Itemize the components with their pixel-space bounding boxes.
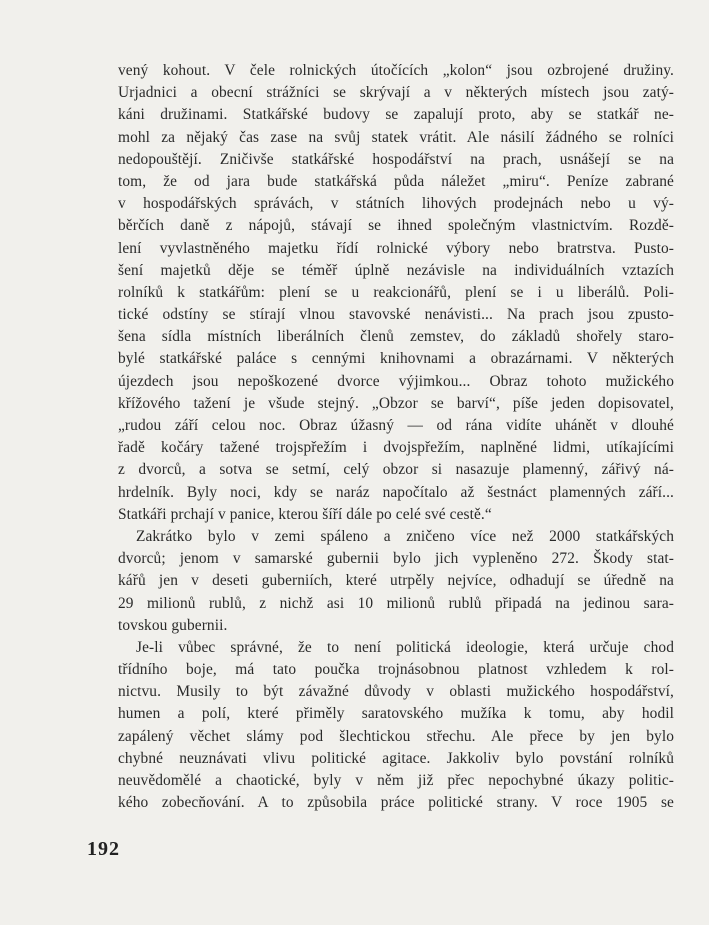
text-line: Urjadnici a obecní strážníci se skrývají a v některých místech jsou zatý- xyxy=(118,84,674,102)
text-line: běrčích daně z nápojů, stávají se ihned společným vlastnictvím. Rozdě- xyxy=(118,217,674,235)
text-line: rolníků k statkářům: plení se u reakcionářů, plení se i u liberálů. Poli- xyxy=(118,283,674,301)
body-text xyxy=(118,60,674,814)
text-line: újezdech jsou nepoškozené dvorce výjimkou... Obraz tohoto mužického xyxy=(118,372,674,390)
text-line: kého zobecňování. A to způsobila práce politické strany. V roce 1905 se xyxy=(118,794,674,812)
text-line: dvorců; jenom v samarské gubernii bylo jich vypleněno 272. Škody stat- xyxy=(118,550,674,568)
text-line: hrdelník. Byly noci, kdy se naráz napočítalo až šestnáct plamenných září... xyxy=(118,483,674,501)
text-line: křížového tažení je všude stejný. „Obzor se barví“, píše jeden dopisovatel, xyxy=(118,394,674,412)
text-line: humen a polí, které přiměly saratovského mužíka k tomu, aby hodil xyxy=(118,705,674,723)
paragraph-2 xyxy=(118,526,674,637)
text-line: kářů jen v deseti guberniích, které utrpěly nejvíce, odhadují se úředně na xyxy=(118,572,674,590)
paragraph-1 xyxy=(118,60,674,526)
text-line: neuvědomělé a chaotické, byly v něm již přec nepochybné úkazy politic- xyxy=(118,772,674,789)
text-line: z dvorců, a sotva se setmí, celý obzor si nasazuje plamenný, zářivý ná- xyxy=(118,461,674,479)
text-line: nedopouštějí. Zničivše statkářské hospodářství na prach, usnášejí se na xyxy=(118,150,674,168)
text-line: tovskou gubernii. xyxy=(118,616,228,634)
text-line: šení majetků děje se téměř úplně nezávisle na individuálních vztazích xyxy=(118,261,674,279)
text-line: vený kohout. V čele rolnických útočících „kolon“ jsou ozbrojené družiny. xyxy=(118,62,674,79)
text-line: tické odstíny se stírají vlnou stavovské nenávisti... Na prach jsou zpusto- xyxy=(118,306,674,324)
text-line: zapálený věchet slámy pod šlechtickou střechu. Ale přece by jen bylo xyxy=(118,727,674,745)
text-line: řadě kočáry tažené trojspřežím i dvojspřežím, naplněné lidmi, utíkajícími xyxy=(118,439,674,457)
text-line: chybné neuznávati vlivu politické agitace. Jakkoliv bylo povstání rolníků xyxy=(118,749,674,767)
text-line: Statkáři prchají v panice, kterou šíří dále po celé své cestě.“ xyxy=(118,505,492,523)
text-line: bylé statkářské paláce s cennými knihovnami a obrazárnami. V některých xyxy=(118,350,674,368)
text-line: lení vyvlastněného majetku řídí rolnické výbory nebo bratrstva. Pusto- xyxy=(118,239,674,257)
text-line: „rudou září celou noc. Obraz úžasný — od rána vidíte uhánět v dlouhé xyxy=(118,417,674,434)
text-line: káni družinami. Statkářské budovy se zapalují proto, aby se statkář ne- xyxy=(118,106,674,124)
paragraph-3 xyxy=(118,637,674,815)
page-number: 192 xyxy=(87,838,120,860)
text-line: 29 milionů rublů, z nichž asi 10 milionů rublů připadá na jedinou sara- xyxy=(118,594,674,612)
text-line: šena sídla místních liberálních členů zemstev, do základů shořely staro- xyxy=(118,328,674,346)
text-line: v hospodářských správách, v státních lihových prodejnách nebo u vý- xyxy=(118,195,674,213)
text-line: mohl za nějaký čas zase na svůj statek vrátit. Ale násilí žádného se rolníci xyxy=(118,128,674,146)
text-line: Zakrátko bylo v zemi spáleno a zničeno více než 2000 statkářských xyxy=(136,527,674,545)
text-line: nictvu. Musily to být závažné důvody v oblasti mužického hospodářství, xyxy=(118,683,674,701)
text-line: třídního boje, má tato poučka trojnásobnou platnost vzhledem k rol- xyxy=(118,661,674,679)
text-line: Je-li vůbec správné, že to není politická ideologie, která určuje chod xyxy=(136,638,674,656)
text-line: tom, že od jara bude statkářská půda náležet „miru“. Peníze zabrané xyxy=(118,172,674,190)
